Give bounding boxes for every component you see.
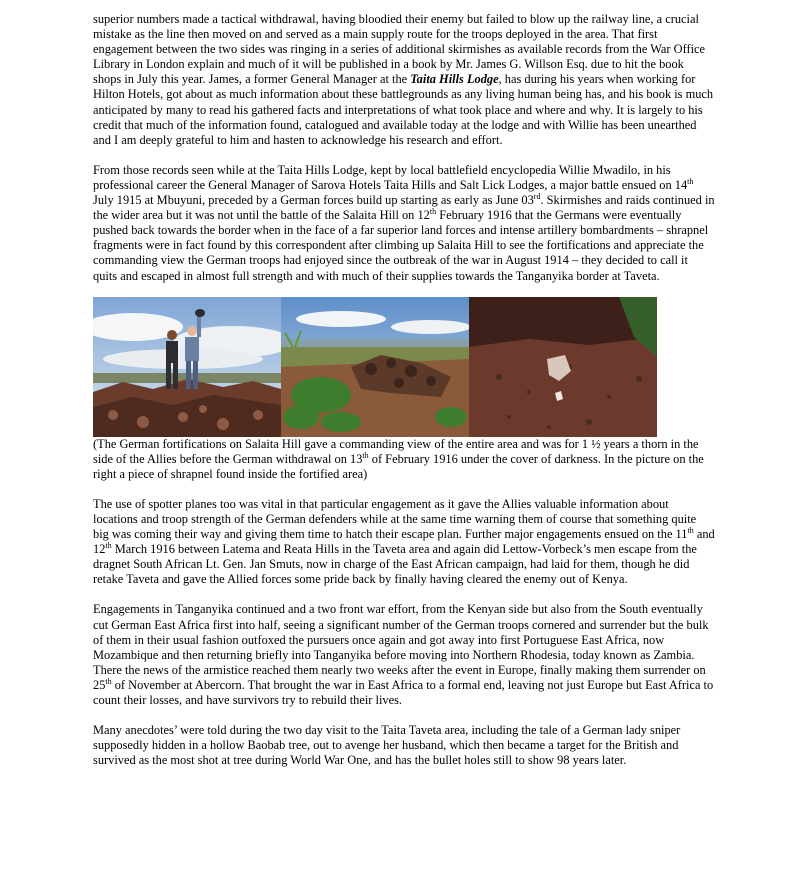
paragraph-1: superior numbers made a tactical withdrawal, having bloodied their enemy but failed to blow up the railway line, a crucial mistake as the line then moved on and served as a main supply route for the troops deployed in the area. That first engagement between the two sides was ringing in a series of additional skirmishes as available records from the War Office Library in London explain and much of it will be published in a book by Mr. James G. Willson Esq. due to hit the book shops in July this year. James, a former General Manager at the Taita Hills Lodge, has during his years when working for Hilton Hotels, got about as much information about these battlegrounds as any living human being has, and his book is much anticipated by many to read his gathered facts and interpretations of what took place and where and why. It is largely to his credit that much of the information found, catalogued and available today at the lodge and with Willie has been unearthed and I am deeply grateful to him and hasten to acknowledge his research and effort. — [93, 12, 714, 147]
photo-stone-fortification — [281, 297, 469, 437]
photo-men-on-fortification — [93, 297, 281, 437]
photo-shrapnel-on-rock — [469, 297, 657, 437]
paragraph-5: Many anecdotes’ were told during the two day visit to the Taita Taveta area, including the tale of a German lady sniper supposedly hidden in a hollow Baobab tree, out to avenge her husband, which then became a target for the British and survived as the most shot at tree during World War One, and has the bullet holes still to show 98 years later. — [93, 723, 681, 768]
photo-strip — [93, 297, 659, 437]
lodge-name-emphasis: Taita Hills Lodge — [410, 72, 499, 87]
paragraph-2: From those records seen while at the Taita Hills Lodge, kept by local battlefield encyclopedia Willie Mwadilo, in his professional career the General Manager of Sarova Hotels Taita Hills and Salt Lick Lodges, a major battle ensued on 14th July 1915 at Mbuyuni, preceded by a German forces build up starting as early as June 03rd. Skirmishes and raids continued in the wider area but it was not until the battle of the Salaita Hill on 12th February 1916 that the Germans were eventually pushed back towards the border when in the face of a far superior land forces and intense artillery bombardments – shrapnel fragments were in fact found by this correspondent after climbing up Salaita Hill to see the fortifications and appreciate the commanding view the German troops had enjoyed since the outbreak of the war in August 1914 – they decided to call it quits and escaped in almost full strength and with much of their supplies towards the Tanganyika border at Taveta. — [93, 162, 715, 283]
photo-caption: (The German fortifications on Salaita Hill gave a commanding view of the entire area and was for 1 ½ years a thorn in the side of the Allies before the German withdrawal on 13th of February 1916 under the cover of darkness. In the picture on the right a piece of shrapnel found inside the fortified area) — [93, 436, 704, 481]
paragraph-3: The use of spotter planes too was vital in that particular engagement as it gave the Allies valuable information about locations and troop strength of the German defenders while at the same time warning them of course that something quite big was coming their way and giving them time to hatch their escape plan. Further major engagements ensued on the 11th and 12th March 1916 between Latema and Reata Hills in the Taveta area and again did Lettow-Vorbeck’s men escape from the dragnet South African Lt. Gen. Jan Smuts, now in charge of the East African campaign, had laid for them, though he did retake Taveta and gave the Allied forces some pride back by finally having cleared the enemy out of Kenya. — [93, 496, 715, 587]
paragraph-4: Engagements in Tanganyika continued and a two front war effort, from the Kenyan side but also from the South eventually cut German East Africa first into half, seeing a significant number of the German troops cornered and surrender but the bulk of them in their usual fashion outfoxed the pursuers once again and got away into first Portuguese East Africa, now Mozambique and then returning briefly into Tanganyika before moving into Northern Rhodesia, today known as Zambia. There the news of the armistice reached them nearly two weeks after the event in Europe, finally making them surrender on 25th of November at Abercorn. That brought the war in East Africa to a formal end, leaving not just Europe but East Africa to count their losses, and have survivors try to rebuild their lives. — [93, 602, 714, 707]
document-page — [93, 12, 715, 783]
